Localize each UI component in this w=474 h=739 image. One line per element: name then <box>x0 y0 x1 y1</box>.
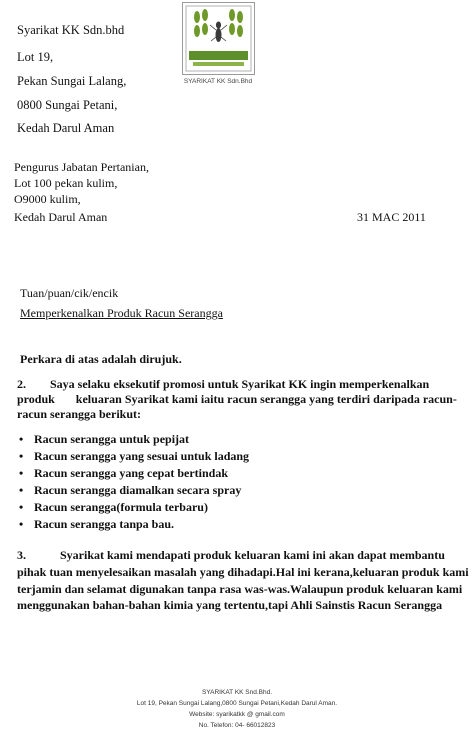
bullet-icon: • <box>19 449 24 463</box>
list-item: • Racun serangga tanpa bau. <box>19 517 175 531</box>
sender-line-3: 0800 Sungai Petani, <box>17 98 118 112</box>
bullet-icon: • <box>19 517 24 531</box>
para2-line-3: racun serangga berikut: <box>17 407 141 421</box>
footer-website: Website: syarikatkk @ gmail.com <box>189 711 285 718</box>
bullet-icon: • <box>19 432 24 446</box>
sender-company: Syarikat KK Sdn.bhd <box>17 23 125 37</box>
list-item: • Racun serangga yang sesuai untuk ladang <box>19 449 250 463</box>
footer-address: Lot 19, Pekan Sungai Lalang,0800 Sungai Petani,Kedah Darul Aman. <box>136 700 338 707</box>
company-logo <box>182 2 255 75</box>
subject-line: Memperkenalkan Produk Racun Serangga <box>20 306 223 320</box>
sender-line-4: Kedah Darul Aman <box>17 121 115 135</box>
para3-line-4: menggunakan bahan-bahan kimia yang tertentu,tapi Ahli Sainstis Racun Serangga <box>17 598 443 612</box>
recipient-line-4: Kedah Darul Aman <box>14 210 108 224</box>
bullet-icon: • <box>19 500 24 514</box>
list-item: • Racun serangga diamalkan secara spray <box>19 483 242 497</box>
recipient-line-1: Pengurus Jabatan Pertanian, <box>14 160 149 174</box>
product-list <box>19 432 249 534</box>
list-item: • Racun serangga untuk pepijat <box>19 432 190 446</box>
recipient-line-2: Lot 100 pekan kulim, <box>14 176 118 190</box>
para3-line-3: terjamin dan selamat digunakan tanpa rasa was-was.Walaupun produk keluaran kami <box>17 582 463 596</box>
letter-date: 31 MAC 2011 <box>357 210 426 224</box>
bullet-icon: • <box>19 483 24 497</box>
reference-line: Perkara di atas adalah dirujuk. <box>20 352 182 366</box>
footer-company: SYARIKAT KK Snd.Bhd. <box>201 689 273 696</box>
sender-line-2: Pekan Sungai Lalang, <box>17 74 127 88</box>
para2-number: 2. <box>17 377 26 391</box>
recipient-line-3: O9000 kulim, <box>14 192 81 206</box>
para3-line-2: pihak tuan menyelesaikan masalah yang dihadapi.Hal ini kerana,keluaran produk kami <box>17 565 469 579</box>
salutation: Tuan/puan/cik/encik <box>20 286 119 300</box>
logo-caption: SYARIKAT KK Sdn.Bhd <box>183 78 253 85</box>
bullet-icon: • <box>19 466 24 480</box>
para2-line-2: produk keluaran Syarikat kami iaitu racun serangga yang terdiri daripada racun- <box>17 392 457 406</box>
footer-phone: No. Telefon: 04- 66012823 <box>198 722 276 729</box>
para2-line-1: Saya selaku eksekutif promosi untuk Syarikat KK ingin memperkenalkan <box>50 377 430 391</box>
list-item: • Racun serangga yang cepat bertindak <box>19 466 229 480</box>
list-item: • Racun serangga(formula terbaru) <box>19 500 208 514</box>
para3-number: 3. <box>17 548 26 562</box>
para3-line-1: Syarikat kami mendapati produk keluaran kami ini akan dapat membantu <box>60 548 445 562</box>
sender-line-1: Lot 19, <box>17 50 54 64</box>
